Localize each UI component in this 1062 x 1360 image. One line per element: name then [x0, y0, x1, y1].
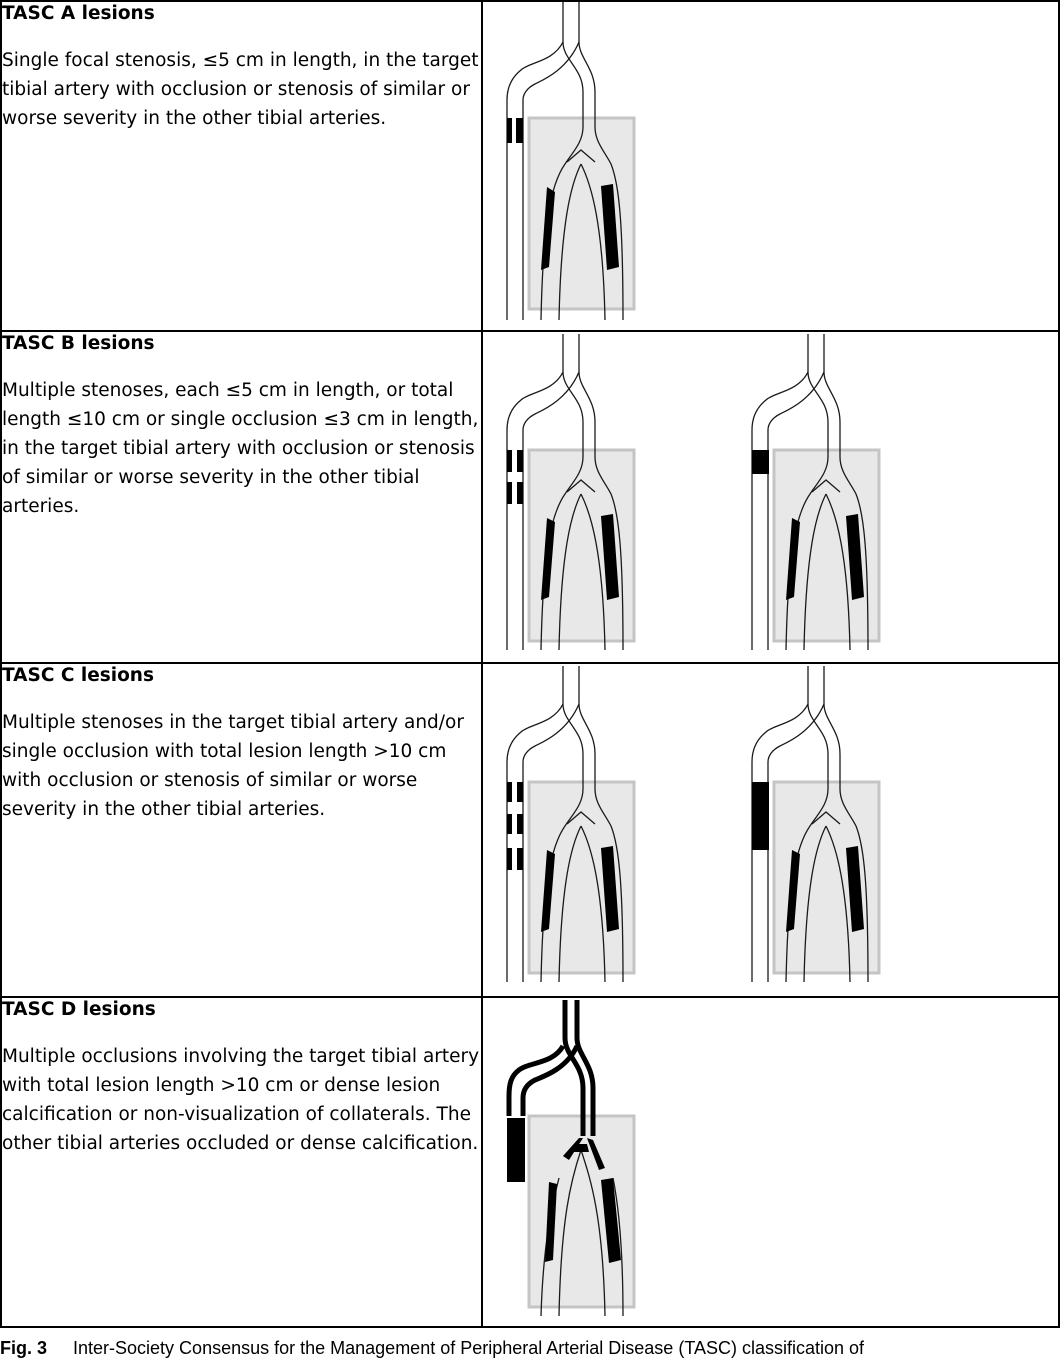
artery-diagram	[507, 2, 634, 320]
tasc-d-text-cell	[1, 997, 482, 1327]
tasc-a-description: Single focal stenosis, ≤5 cm in length, in the target tibial artery with occlusion or stenosis of similar or worse severity in the other tibial arteries.	[2, 50, 479, 129]
tasc-c-title: TASC C lesions	[2, 665, 154, 686]
tasc-c-diagram-cell	[482, 663, 1059, 997]
tasc-c-description: Multiple stenoses in the target tibial artery and/or single occlusion with total lesion length >10 cm with occlusion or stenosis of similar or worse severity in the other tibial arteries.	[2, 712, 464, 820]
tasc-c-text-cell	[1, 663, 482, 997]
tasc-a-diagram-cell	[482, 1, 1059, 331]
artery-diagram-occlusion	[752, 666, 879, 982]
figure-caption-text: Inter-Society Consensus for the Management of Peripheral Arterial Disease (TASC) classification of	[73, 1338, 865, 1358]
tasc-d-description: Multiple occlusions involving the target tibial artery with total lesion length >10 cm or dense lesion calcification or non-visualization of collaterals. The other tibial arteries occluded or dense calcification.	[2, 1046, 480, 1154]
artery-diagram-occlusion	[752, 334, 879, 650]
tasc-d-diagram-cell	[482, 997, 1059, 1327]
tasc-c-row	[1, 663, 1059, 997]
tasc-a-diagram	[483, 2, 1061, 330]
tasc-c-diagrams	[483, 664, 1061, 996]
tasc-a-text-cell	[1, 1, 482, 331]
tasc-d-title: TASC D lesions	[2, 999, 156, 1020]
artery-diagram	[507, 1000, 634, 1316]
tasc-d-row	[1, 997, 1059, 1327]
tasc-b-diagrams	[483, 332, 1061, 662]
tasc-b-row	[1, 331, 1059, 663]
tasc-b-description: Multiple stenoses, each ≤5 cm in length, or total length ≤10 cm or single occlusion ≤3 cm in length, in the target tibial artery with occlusion or stenosis of similar or worse severity in the other tibial arteries.	[2, 380, 479, 517]
tasc-b-text-cell	[1, 331, 482, 663]
tasc-a-row	[1, 1, 1059, 331]
tasc-a-title: TASC A lesions	[2, 3, 155, 24]
figure-caption	[0, 1337, 1062, 1359]
artery-diagram-stenoses	[507, 666, 634, 982]
artery-diagram-stenoses	[507, 334, 634, 650]
tasc-b-title: TASC B lesions	[2, 333, 155, 354]
figure-label: Fig. 3	[0, 1338, 48, 1358]
tasc-b-diagram-cell	[482, 331, 1059, 663]
tasc-d-diagram	[483, 998, 1061, 1326]
